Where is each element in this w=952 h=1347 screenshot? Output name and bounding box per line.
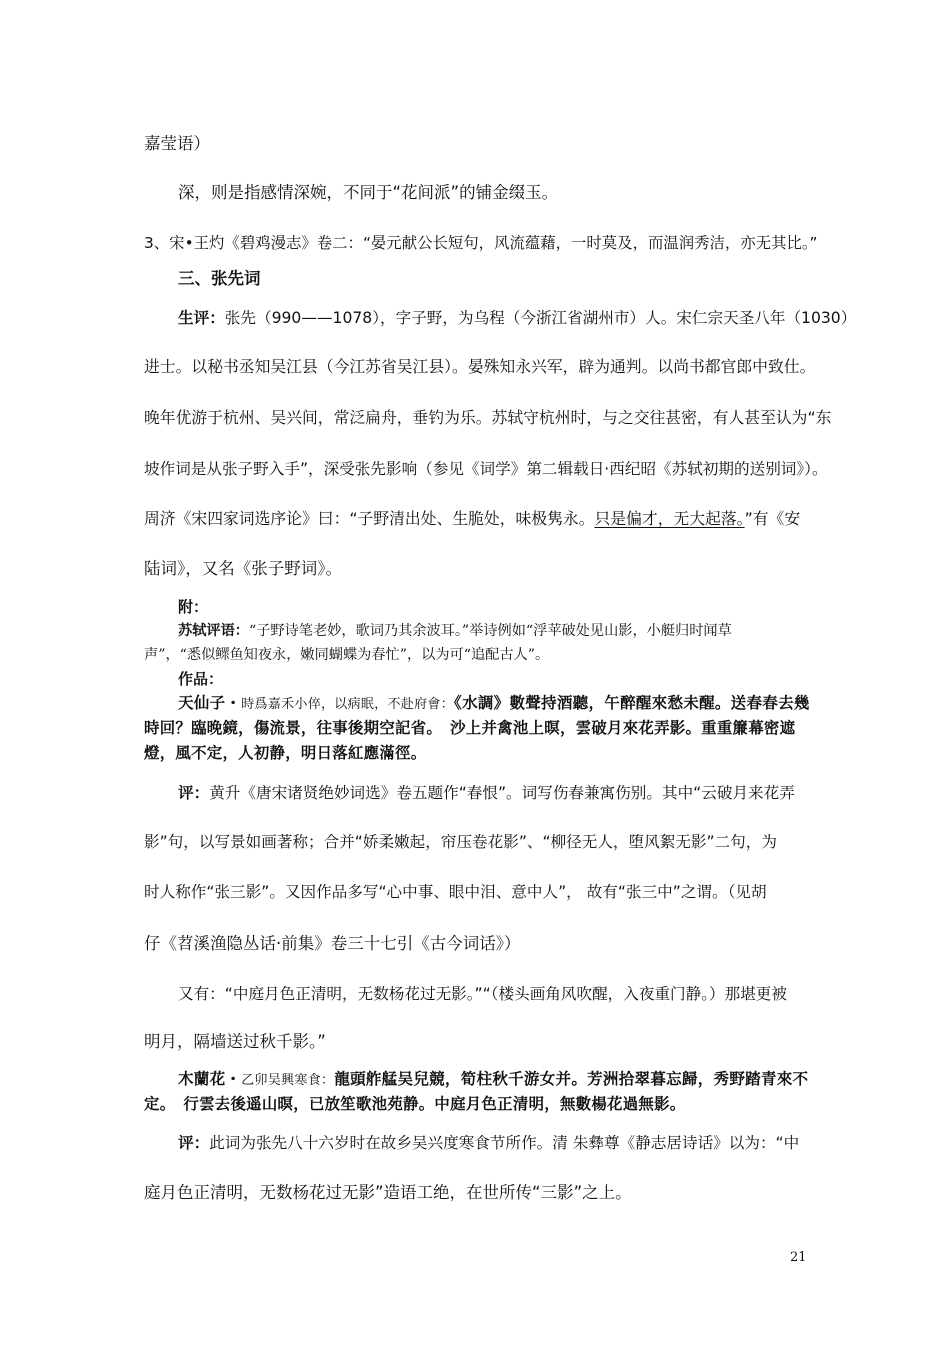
section-title: 三、张先词 <box>178 269 261 288</box>
sushi-text: “子野诗笔老妙，歌词乃其余波耳。”举诗例如“浮苹破处见山影，小艇归时闻草 <box>248 623 732 639</box>
poem2-line-2: 定。 行雲去後遥山暝，已放笙歌池苑静。中庭月色正清明，無數楊花過無影。 <box>144 1095 686 1113</box>
poem2-title: 木蘭花・ <box>178 1069 242 1088</box>
bio-line-6: 陆词》，又名《张子野词》。 <box>144 559 342 578</box>
comment1-line-2: 影”句，以写景如画著称；合并“娇柔嫩起，帘压卷花影”、“柳径无人，堕风絮无影”二句，为 <box>144 833 777 851</box>
poem1-title: 天仙子・ <box>178 693 242 712</box>
comment1-text: 黄升《唐宋诸贤绝妙词选》卷五题作“春恨”。词写伤春兼寓伤别。其中“云破月来花弄 <box>209 784 795 802</box>
sushi-label: 苏轼评语： <box>178 623 249 639</box>
also-line-1: 又有：“中庭月色正清明，无数杨花过无影。”“（楼头画角风吹醒，入夜重门静。）那堪更被 <box>178 985 787 1003</box>
poem2-text: 龍頭舴艋吴兒競，筍柱秋千游女并。芳洲拾翠暮忘歸，秀野踏青來不 <box>334 1069 809 1088</box>
poem1-line-1 <box>178 692 810 716</box>
comment2-line-2: 庭月色正清明，无数杨花过无影”造语工绝，在世所传“三影”之上。 <box>144 1183 632 1202</box>
works-label: 作品： <box>178 670 224 688</box>
bio-text: ”有《安 <box>744 509 801 528</box>
comment2-label: 评： <box>178 1134 210 1152</box>
bio-label: 生评： <box>178 309 225 327</box>
text-line: 嘉莹语） <box>144 134 210 153</box>
bio-line-3: 晚年优游于杭州、吴兴间，常泛扁舟，垂钓为乐。苏轼守杭州时，与之交往甚密，有人甚至认为“东 <box>144 408 832 427</box>
bio-line-1 <box>178 307 856 329</box>
comment1-line-3: 时人称作“张三影”。又因作品多写“心中事、眼中泪、意中人”， 故有“张三中”之谓。（见胡 <box>144 883 767 901</box>
comment1-label: 评： <box>178 784 210 802</box>
bio-line-5 <box>144 508 800 530</box>
comment1-line-1 <box>178 782 795 804</box>
poem1-note: 時爲嘉禾小倅，以病眠，不赴府會： <box>241 697 455 712</box>
sushi-line-2: 声”，“悉似鳏鱼知夜永，嫩同蝴蝶为春忙”，以为可“追配古人”。 <box>144 647 550 663</box>
bio-line-2: 进士。以秘书丞知吴江县（今江苏省吴江县）。晏殊知永兴军，辟为通判。以尚书都官郎中致仕。 <box>144 357 816 376</box>
poem1-line-2: 時回？臨晚鏡，傷流景，往事後期空記省。 沙上并禽池上暝，雲破月來花弄影。重重簾幕密遮 <box>144 719 796 737</box>
bio-text: 张先（990——1078），字子野，为乌程（今浙江省湖州市）人。宋仁宗天圣八年（1030） <box>224 309 857 327</box>
bio-text: 周济《宋四家词选序论》曰：“子野清出处、生脆处，味极隽永。 <box>144 509 595 528</box>
comment1-line-4: 仔《苕溪渔隐丛话·前集》卷三十七引《古今词话》） <box>144 934 521 953</box>
poem1-text: 《水調》數聲持酒聽，午醉醒來愁未醒。送春春去幾 <box>454 693 810 712</box>
also-line-2: 明月，隔墙送过秋千影。” <box>144 1032 326 1051</box>
page-number: 21 <box>790 1250 807 1265</box>
poem2-note: 乙卯吴興寒食： <box>241 1073 335 1088</box>
comment2-text: 此词为张先八十六岁时在故乡吴兴度寒食节所作。清 朱彝尊《静志居诗话》以为：“中 <box>209 1134 800 1152</box>
poem1-line-3: 燈，風不定，人初静，明日落紅應滿徑。 <box>144 744 427 762</box>
comment2-line-1 <box>178 1132 799 1154</box>
appendix-label: 附： <box>178 598 209 616</box>
text-line: 3、宋•王灼《碧鸡漫志》卷二：“晏元献公长短句，风流蕴藉，一时莫及，而温润秀洁，亦无其比。” <box>144 234 818 252</box>
bio-line-4: 坡作词是从张子野入手”，深受张先影响（参见《词学》第二辑载日·西纪昭《苏轼初期的送别词》）。 <box>144 460 828 478</box>
sushi-line-1 <box>178 620 732 642</box>
poem2-line-1 <box>178 1068 808 1092</box>
text-line: 深，则是指感情深婉，不同于“花间派”的铺金缀玉。 <box>178 183 559 202</box>
underlined-quote: 只是偏才，无大起落。 <box>594 509 745 528</box>
